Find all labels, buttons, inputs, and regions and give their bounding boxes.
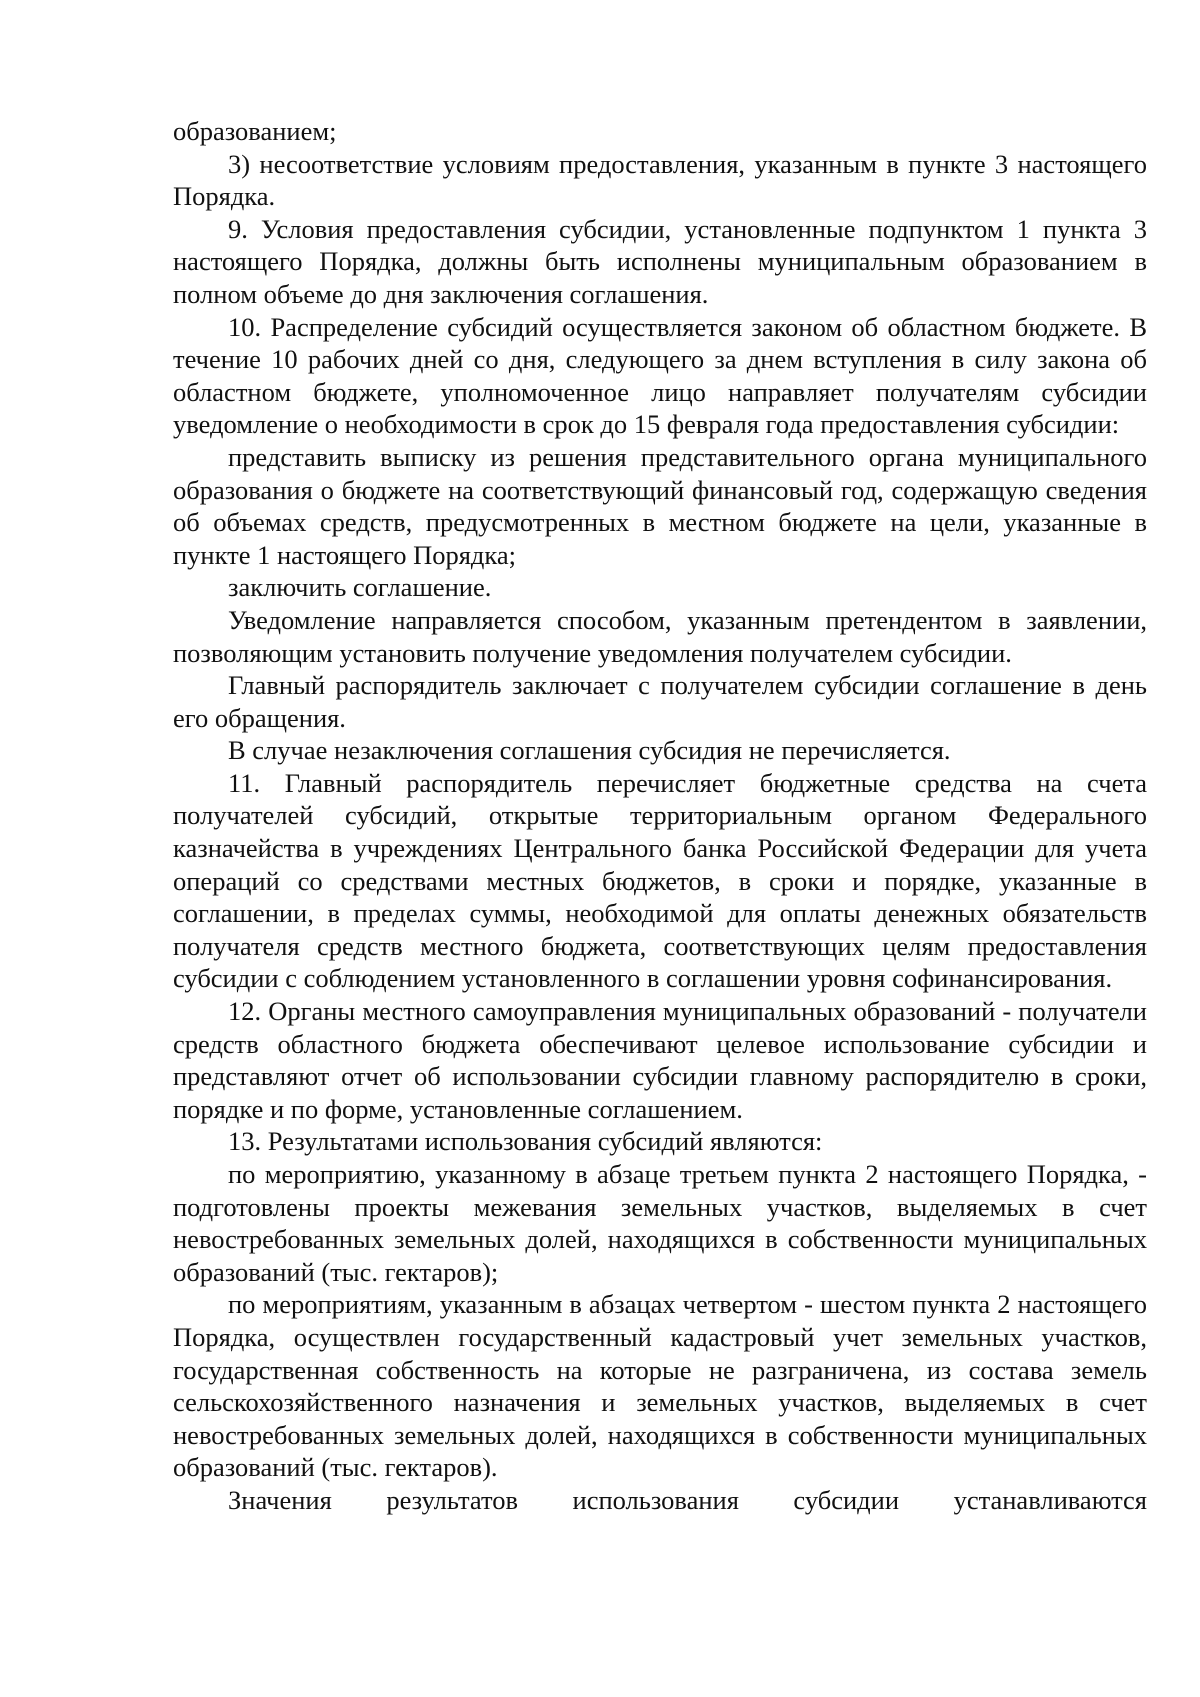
paragraph-section-9: 9. Условия предоставления субсидии, установленные подпунктом 1 пункта 3 настоящего Порядка, должны быть исполнены муниципальным образованием в полном объеме до дня заключения соглашения.	[173, 213, 1147, 309]
paragraph-conclude-agreement: заключить соглашение.	[228, 572, 492, 603]
paragraph-continuation: образованием;	[173, 116, 337, 146]
document-page	[173, 115, 1147, 1517]
paragraph-section-10: 10. Распределение субсидий осуществляется законом об областном бюджете. В течение 10 рабочих дней со дня, следующего за днем вступления в силу закона об областном бюджете, уполномоченное лицо направляет получателям субсидии уведомление о необходимости в срок до 15 февраля года предоставления субсидии:	[173, 311, 1147, 440]
paragraph-notification: Уведомление направляется способом, указанным претендентом в заявлении, позволяющим установить получение уведомления получателем субсидии.	[173, 604, 1147, 668]
paragraph-main-manager: Главный распорядитель заключает с получателем субсидии соглашение в день его обращения.	[173, 670, 1147, 733]
paragraph-section-11: 11. Главный распорядитель перечисляет бюджетные средства на счета получателей субсидий, открытые территориальным органом Федерального казначейства в учреждениях Центрального банка Российской Федерации для учета операций со средствами местных бюджетов, в сроки и порядке, указанные в соглашении, в пределах суммы, необходимой для оплаты денежных обязательств получателя средств местного бюджета, соответствующих целям предоставления субсидии с соблюдением установленного в соглашении уровня софинансирования.	[173, 767, 1147, 994]
paragraph-non-conclusion: В случае незаключения соглашения субсидия не перечисляется.	[228, 735, 951, 766]
paragraph-result-surveying: по мероприятию, указанному в абзаце третьем пункта 2 настоящего Порядка, - подготовлены проекты межевания земельных участков, выделяемых в счет невостребованных земельных долей, находящихся в собственности муниципальных образований (тыс. гектаров);	[173, 1159, 1147, 1287]
paragraph-item-3: 3) несоответствие условиям предоставления, указанным в пункте 3 настоящего Порядка.	[173, 148, 1147, 212]
paragraph-result-values: Значения результатов использования субсидии устанавливаются	[228, 1484, 1147, 1515]
paragraph-section-13: 13. Результатами использования субсидий являются:	[228, 1126, 823, 1157]
paragraph-section-12: 12. Органы местного самоуправления муниципальных образований - получатели средств областного бюджета обеспечивают целевое использование субсидии и представляют отчет об использовании субсидии главному распорядителю в сроки, порядке и по форме, установленные соглашением.	[173, 996, 1147, 1124]
paragraph-result-cadastral: по мероприятиям, указанным в абзацах четвертом - шестом пункта 2 настоящего Порядка, осуществлен государственный кадастровый учет земельных участков, государственная собственность на которые не разграничена, из состава земель сельскохозяйственного назначения и земельных участков, выделяемых в счет невостребованных земельных долей, находящихся в собственности муниципальных образований (тыс. гектаров).	[173, 1289, 1147, 1483]
paragraph-submit-extract: представить выписку из решения представительного органа муниципального образования о бюджете на соответствующий финансовый год, содержащую сведения об объемах средств, предусмотренных в местном бюджете на цели, указанные в пункте 1 настоящего Порядка;	[173, 441, 1147, 570]
